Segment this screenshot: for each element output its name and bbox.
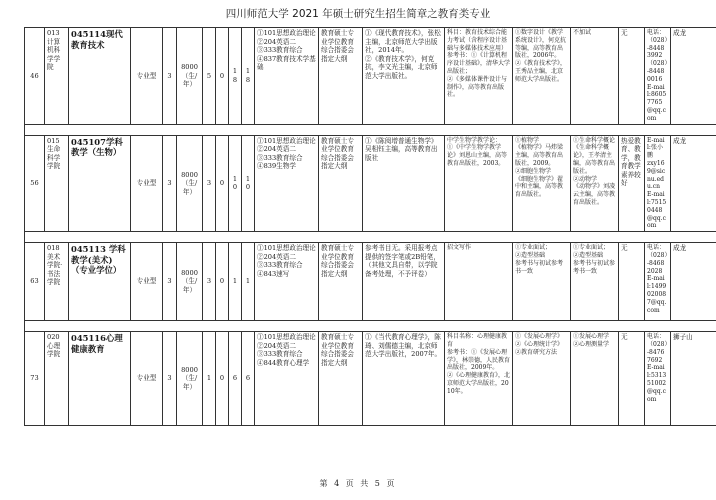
additional-exam: ①《发展心理学》 ②《心理统计学》 ②教育研究方法 <box>513 332 571 426</box>
row-number: 73 <box>25 332 45 426</box>
quota-3: 10 <box>229 135 242 232</box>
page-footer: 第 4 页 共 5 页 <box>319 479 397 488</box>
table-row <box>25 332 716 426</box>
degree-type: 专业型 <box>131 243 163 321</box>
quota-1: 1 <box>203 332 216 426</box>
retest-subject: 科目名称：心理健康教育 参考书：①《发展心理学》，林崇德，人民教育出版社，2009年。 ②《心理健康教育》，北京师范大学出版社，2010年。 <box>445 332 513 426</box>
spacer-cell <box>25 232 716 243</box>
reference-books: 参考书目无。采用报考点提供的签字笔或2B铅笔，（其他文具自带，以学院备考处理，不予评卷） <box>363 243 445 321</box>
quota-2: 0 <box>216 28 229 125</box>
campus: 成龙 <box>671 28 716 125</box>
exam-subjects: ①101思想政治理论 ②204英语二 ③333教育综合 ④843速写 <box>255 243 319 321</box>
contact-info: E-mail:张小鹏 zxy169@sicnu.edu.cn E-mail:75150448@qq.com <box>645 135 671 232</box>
campus: 狮子山 <box>671 332 716 426</box>
same-level-requirement: 无 <box>619 243 645 321</box>
degree-type: 专业型 <box>131 28 163 125</box>
quota-2: 0 <box>216 332 229 426</box>
remarks: ①专业面试； ②造型基础 参考书与初试参考书一致 <box>571 243 619 321</box>
college-name: 020心理学院 <box>45 332 69 426</box>
quota-1: 3 <box>203 135 216 232</box>
exam-subjects: ①101思想政治理论 ②204英语二 ③333教育综合 ④837教育技术学基础 <box>255 28 319 125</box>
study-years: 3 <box>163 243 177 321</box>
quota-4: 10 <box>242 135 255 232</box>
row-spacer <box>25 124 716 135</box>
row-spacer <box>25 321 716 332</box>
exam-outline: 教育硕士专业学位教育综合指委会指定大纲 <box>319 28 363 125</box>
spacer-cell <box>25 321 716 332</box>
retest-subject: 中学生物学教学论： ①《中学生物学教学论》刘恩山主编，高等教育出版社，2003。 <box>445 135 513 232</box>
same-level-requirement: 热爱教育、教学，教育教学素养较好 <box>619 135 645 232</box>
study-years: 3 <box>163 135 177 232</box>
quota-4: 6 <box>242 332 255 426</box>
retest-subject: 招文写作 <box>445 243 513 321</box>
retest-subject: 科目：教育技术综合能力考试（含程序设计基础与多媒体技术应用） 参考书：①《计算机程序设计基础》，清华大学出版社； ②《多媒体课件设计与制作》，高等教育出版社。 <box>445 28 513 125</box>
quota-4: 1 <box>242 243 255 321</box>
college-name: 015生命科学学院 <box>45 135 69 232</box>
tuition-fee: 8000（生/年） <box>177 135 203 232</box>
quota-1: 5 <box>203 28 216 125</box>
additional-exam: ①专业面试； ②造型基础 参考书与初试参考书一致 <box>513 243 571 321</box>
college-name: 013计算机科学学院 <box>45 28 69 125</box>
quota-4: 18 <box>242 28 255 125</box>
same-level-requirement: 无 <box>619 332 645 426</box>
quota-3: 6 <box>229 332 242 426</box>
table-row <box>25 135 716 232</box>
exam-subjects: ①101思想政治理论 ②204英语二 ③333教育综合 ④839生物学 <box>255 135 319 232</box>
study-years: 3 <box>163 332 177 426</box>
quota-3: 18 <box>229 28 242 125</box>
contact-info: 电话：（028）-84682028 E-mail:1499020087@qq.com <box>645 243 671 321</box>
tuition-fee: 8000（生/年） <box>177 332 203 426</box>
quota-1: 3 <box>203 243 216 321</box>
table-row <box>25 243 716 321</box>
admissions-table <box>24 27 716 426</box>
additional-exam: ①植物学 《植物学》马炜梁主编，高等教育出版社，2009。 ②细胞生物学 《细胞生物学》翟中和主编，高等教育出版社。 <box>513 135 571 232</box>
exam-subjects: ①101思想政治理论 ②204英语二 ③333教育综合 ④844教育心理学 <box>255 332 319 426</box>
table-row <box>25 28 716 125</box>
exam-outline: 教育硕士专业学位教育综合指委会指定大纲 <box>319 135 363 232</box>
remarks: 不加试 <box>571 28 619 125</box>
major-name: 045116心理健康教育 <box>69 332 131 426</box>
degree-type: 专业型 <box>131 332 163 426</box>
quota-3: 1 <box>229 243 242 321</box>
major-name: 045114现代教育技术 <box>69 28 131 125</box>
remarks: ①生命科学概论 《生命科学概论》，王孝清主编，高等教育出版社。 ②动物学 《动物学》刘凌云主编，高等教育出版社。 <box>571 135 619 232</box>
exam-outline: 教育硕士专业学位教育综合指委会指定大纲 <box>319 243 363 321</box>
major-name: 045113 学科教学(美术)（专业学位） <box>69 243 131 321</box>
remarks: ①发展心理学 ②心理测量学 <box>571 332 619 426</box>
page-title: 四川师范大学 2021 年硕士研究生招生简章之教育类专业 <box>225 8 491 20</box>
row-number: 46 <box>25 28 45 125</box>
reference-books: ①《现代教育技术》，张松主编，北京师范大学出版社，2014年。 ②《教育技术学》，何克抗，李文光主编，北京师范大学出版社。 <box>363 28 445 125</box>
exam-outline: 教育硕士专业学位教育综合指委会指定大纲 <box>319 332 363 426</box>
campus: 成龙 <box>671 243 716 321</box>
campus: 成龙 <box>671 135 716 232</box>
spacer-cell <box>25 124 716 135</box>
degree-type: 专业型 <box>131 135 163 232</box>
row-spacer <box>25 232 716 243</box>
contact-info: 电话：（028）-84767692 E-mail:531351002@qq.com <box>645 332 671 426</box>
reference-books: ①《陈阅增普通生物学》吴相钰主编，高等教育出版社 <box>363 135 445 232</box>
major-name: 045107学科教学（生物） <box>69 135 131 232</box>
contact-info: 电话：（028）-84483992 （028）-84480016 E-mail:86057765@qq.com <box>645 28 671 125</box>
row-number: 56 <box>25 135 45 232</box>
college-name: 018美术学院·书法学院 <box>45 243 69 321</box>
tuition-fee: 8000（生/年） <box>177 243 203 321</box>
quota-2: 0 <box>216 135 229 232</box>
quota-2: 0 <box>216 243 229 321</box>
row-number: 63 <box>25 243 45 321</box>
reference-books: ①《当代教育心理学》，陈琦、刘儒德主编，北京师范大学出版社，2007年。 <box>363 332 445 426</box>
study-years: 3 <box>163 28 177 125</box>
additional-exam: ①数字设计《教学系统设计》，何克抗等编，高等教育出版社，2006年。 ②《教育技术学》，王秀品主编，北京师范大学出版社。 <box>513 28 571 125</box>
tuition-fee: 8000（生/年） <box>177 28 203 125</box>
same-level-requirement: 无 <box>619 28 645 125</box>
